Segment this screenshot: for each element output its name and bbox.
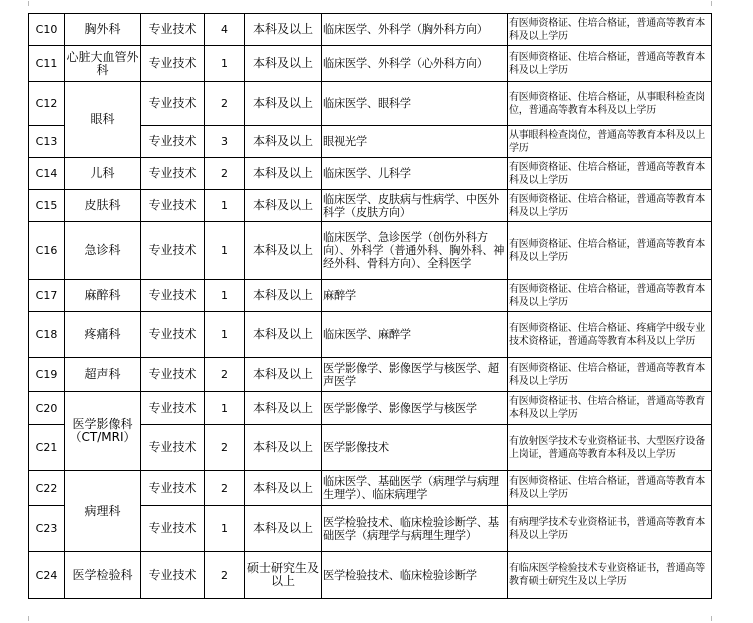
headcount: 2 [205, 82, 245, 126]
headcount: 2 [205, 358, 245, 392]
requirements: 有医师资格证、住培合格证、疼痛学中级专业技术资格证，普通高等教育本科及以上学历 [508, 312, 712, 358]
headcount: 2 [205, 552, 245, 599]
education: 本科及以上 [245, 158, 322, 190]
headcount: 1 [205, 222, 245, 280]
requirements: 有医师资格证、住培合格证，普通高等教育本科及以上学历 [508, 358, 712, 392]
education: 硕士研究生及以上 [245, 552, 322, 599]
headcount: 1 [205, 280, 245, 312]
education: 本科及以上 [245, 392, 322, 425]
education: 本科及以上 [245, 312, 322, 358]
requirements: 有医师资格证、住培合格证，普通高等教育本科及以上学历 [508, 222, 712, 280]
major: 临床医学、眼科学 [322, 82, 508, 126]
department: 医学影像科（CT/MRI） [65, 392, 141, 471]
headcount: 1 [205, 190, 245, 222]
education: 本科及以上 [245, 506, 322, 552]
position-code: C22 [29, 471, 65, 506]
major: 临床医学、皮肤病与性病学、中医外科学（皮肤方向） [322, 190, 508, 222]
headcount: 1 [205, 392, 245, 425]
requirements: 有病理学技术专业资格证书，普通高等教育本科及以上学历 [508, 506, 712, 552]
major: 医学检验技术、临床检验诊断学 [322, 552, 508, 599]
major: 医学影像技术 [322, 425, 508, 471]
position-type: 专业技术 [141, 82, 205, 126]
department: 心脏大血管外科 [65, 46, 141, 82]
requirements: 从事眼科检查岗位，普通高等教育本科及以上学历 [508, 126, 712, 158]
table-row [29, 158, 712, 190]
major: 医学影像学、影像医学与核医学、超声医学 [322, 358, 508, 392]
education: 本科及以上 [245, 46, 322, 82]
major: 临床医学、麻醉学 [322, 312, 508, 358]
position-code: C19 [29, 358, 65, 392]
department: 急诊科 [65, 222, 141, 280]
table-row [29, 82, 712, 126]
position-type: 专业技术 [141, 190, 205, 222]
major: 眼视光学 [322, 126, 508, 158]
education: 本科及以上 [245, 358, 322, 392]
position-type: 专业技术 [141, 312, 205, 358]
headcount: 4 [205, 14, 245, 46]
department: 病理科 [65, 471, 141, 552]
headcount: 2 [205, 158, 245, 190]
requirements: 有医师资格证、住培合格证，普通高等教育本科及以上学历 [508, 46, 712, 82]
position-type: 专业技术 [141, 471, 205, 506]
crop-mark-top-left [28, 1, 29, 6]
department: 儿科 [65, 158, 141, 190]
education: 本科及以上 [245, 222, 322, 280]
requirements: 有临床医学检验技术专业资格证书，普通高等教育硕士研究生及以上学历 [508, 552, 712, 599]
headcount: 1 [205, 506, 245, 552]
position-code: C11 [29, 46, 65, 82]
department: 皮肤科 [65, 190, 141, 222]
headcount: 2 [205, 471, 245, 506]
headcount: 3 [205, 126, 245, 158]
table-row [29, 46, 712, 82]
position-type: 专业技术 [141, 552, 205, 599]
requirements: 有医师资格证、住培合格证，普通高等教育本科及以上学历 [508, 158, 712, 190]
major: 麻醉学 [322, 280, 508, 312]
position-code: C17 [29, 280, 65, 312]
crop-mark-bottom-left [28, 616, 29, 621]
headcount: 2 [205, 425, 245, 471]
table-row [29, 471, 712, 506]
crop-mark-bottom-right [711, 616, 712, 621]
education: 本科及以上 [245, 280, 322, 312]
table-row [29, 312, 712, 358]
requirements: 有放射医学技术专业资格证书、大型医疗设备上岗证，普通高等教育本科及以上学历 [508, 425, 712, 471]
position-type: 专业技术 [141, 506, 205, 552]
position-code: C12 [29, 82, 65, 126]
recruitment-table [28, 13, 712, 599]
position-type: 专业技术 [141, 280, 205, 312]
position-type: 专业技术 [141, 392, 205, 425]
department: 眼科 [65, 82, 141, 158]
position-code: C15 [29, 190, 65, 222]
crop-mark-top-right [711, 1, 712, 6]
major: 临床医学、急诊医学（创伤外科方向）、外科学（普通外科、胸外科、神经外科、骨科方向）、全科医学 [322, 222, 508, 280]
position-type: 专业技术 [141, 158, 205, 190]
major: 临床医学、儿科学 [322, 158, 508, 190]
table-row [29, 280, 712, 312]
table-row [29, 190, 712, 222]
position-code: C16 [29, 222, 65, 280]
major: 临床医学、外科学（胸外科方向） [322, 14, 508, 46]
table-row [29, 392, 712, 425]
education: 本科及以上 [245, 126, 322, 158]
position-code: C24 [29, 552, 65, 599]
requirements: 有医师资格证、住培合格证，普通高等教育本科及以上学历 [508, 14, 712, 46]
position-code: C18 [29, 312, 65, 358]
position-type: 专业技术 [141, 46, 205, 82]
education: 本科及以上 [245, 471, 322, 506]
requirements: 有医师资格证、住培合格证，普通高等教育本科及以上学历 [508, 471, 712, 506]
requirements: 有医师资格证、住培合格证，普通高等教育本科及以上学历 [508, 280, 712, 312]
education: 本科及以上 [245, 425, 322, 471]
headcount: 1 [205, 46, 245, 82]
department: 超声科 [65, 358, 141, 392]
major: 临床医学、基础医学（病理学与病理生理学）、临床病理学 [322, 471, 508, 506]
position-type: 专业技术 [141, 358, 205, 392]
headcount: 1 [205, 312, 245, 358]
position-code: C21 [29, 425, 65, 471]
table-row [29, 14, 712, 46]
education: 本科及以上 [245, 14, 322, 46]
position-type: 专业技术 [141, 126, 205, 158]
department: 医学检验科 [65, 552, 141, 599]
table-row [29, 358, 712, 392]
department: 胸外科 [65, 14, 141, 46]
position-code: C10 [29, 14, 65, 46]
position-code: C23 [29, 506, 65, 552]
position-type: 专业技术 [141, 425, 205, 471]
table-row [29, 552, 712, 599]
education: 本科及以上 [245, 190, 322, 222]
major: 医学检验技术、临床检验诊断学、基础医学（病理学与病理生理学） [322, 506, 508, 552]
position-type: 专业技术 [141, 14, 205, 46]
position-code: C14 [29, 158, 65, 190]
table-row [29, 222, 712, 280]
requirements: 有医师资格证、住培合格证，普通高等教育本科及以上学历 [508, 190, 712, 222]
department: 麻醉科 [65, 280, 141, 312]
education: 本科及以上 [245, 82, 322, 126]
position-code: C20 [29, 392, 65, 425]
department: 疼痛科 [65, 312, 141, 358]
requirements: 有医师资格证书、住培合格证，普通高等教育本科及以上学历 [508, 392, 712, 425]
requirements: 有医师资格证、住培合格证，从事眼科检查岗位，普通高等教育本科及以上学历 [508, 82, 712, 126]
major: 临床医学、外科学（心外科方向） [322, 46, 508, 82]
position-type: 专业技术 [141, 222, 205, 280]
position-code: C13 [29, 126, 65, 158]
major: 医学影像学、影像医学与核医学 [322, 392, 508, 425]
